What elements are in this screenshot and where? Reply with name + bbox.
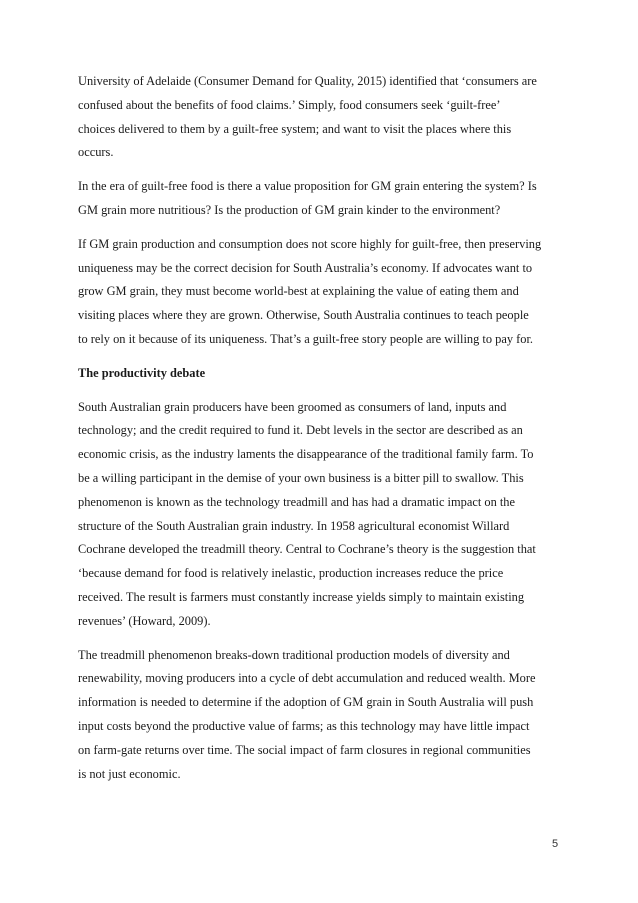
text-line: choices delivered to them by a guilt-free system; and want to visit the places where this — [78, 121, 512, 136]
paragraph-treadmill-impact — [78, 644, 568, 787]
text-line: revenues’ (Howard, 2009). — [78, 613, 211, 628]
text-line: In the era of guilt-free food is there a value proposition for GM grain entering the system? Is — [78, 179, 537, 194]
text-line: South Australian grain producers have been groomed as consumers of land, inputs and — [78, 399, 507, 414]
text-line: to rely on it because of its uniqueness. That’s a guilt-free story people are willing to pay for. — [78, 331, 534, 346]
text-line: grow GM grain, they must become world-best at explaining the value of eating them and — [78, 284, 519, 299]
text-line: University of Adelaide (Consumer Demand for Quality, 2015) identified that ‘consumers are — [78, 74, 537, 88]
section-heading: The productivity debate — [78, 365, 206, 380]
text-line: visiting places where they are grown. Otherwise, South Australia continues to teach people — [78, 308, 529, 323]
paragraph-technology-treadmill — [78, 396, 568, 634]
text-line: confused about the benefits of food claims.’ Simply, food consumers seek ‘guilt-free’ — [78, 97, 501, 112]
text-line: The treadmill phenomenon breaks-down traditional production models of diversity and — [78, 647, 510, 662]
page-number: 5 — [552, 838, 559, 850]
text-line: If GM grain production and consumption does not score highly for guilt-free, then preserving — [78, 236, 542, 251]
text-line: technology; and the credit required to fund it. Debt levels in the sector are described as an — [78, 423, 523, 438]
paragraph-uniqueness — [78, 233, 568, 352]
text-line: structure of the South Australian grain industry. In 1958 agricultural economist Willard — [78, 518, 510, 533]
text-line: GM grain more nutritious? Is the production of GM grain kinder to the environment? — [78, 202, 501, 217]
text-line: Cochrane developed the treadmill theory. Central to Cochrane’s theory is the suggestion that — [78, 542, 536, 557]
text-line: on farm-gate returns over time. The social impact of farm closures in regional communities — [78, 742, 531, 757]
text-line: be a willing participant in the demise of your own business is a bitter pill to swallow. This — [78, 470, 524, 485]
text-line: is not just economic. — [78, 766, 181, 781]
text-line: input costs beyond the productive value of farms; as this technology may have little impact — [78, 718, 530, 733]
text-line: phenomenon is known as the technology treadmill and has had a dramatic impact on the — [78, 494, 515, 509]
text-line: uniqueness may be the correct decision for South Australia’s economy. If advocates want to — [78, 260, 533, 275]
text-line: information is needed to determine if the adoption of GM grain in South Australia will push — [78, 695, 534, 710]
page-content — [78, 70, 568, 796]
text-line: received. The result is farmers must constantly increase yields simply to maintain existing — [78, 589, 525, 604]
text-line: occurs. — [78, 145, 114, 160]
paragraph-value-proposition — [78, 175, 568, 223]
text-line: ‘because demand for food is relatively inelastic, production increases reduce the price — [78, 566, 504, 581]
text-line: renewability, moving producers into a cycle of debt accumulation and reduced wealth. More — [78, 671, 536, 686]
text-line: economic crisis, as the industry laments the disappearance of the traditional family farm. To — [78, 447, 534, 462]
paragraph-consumer-demand — [78, 70, 568, 165]
